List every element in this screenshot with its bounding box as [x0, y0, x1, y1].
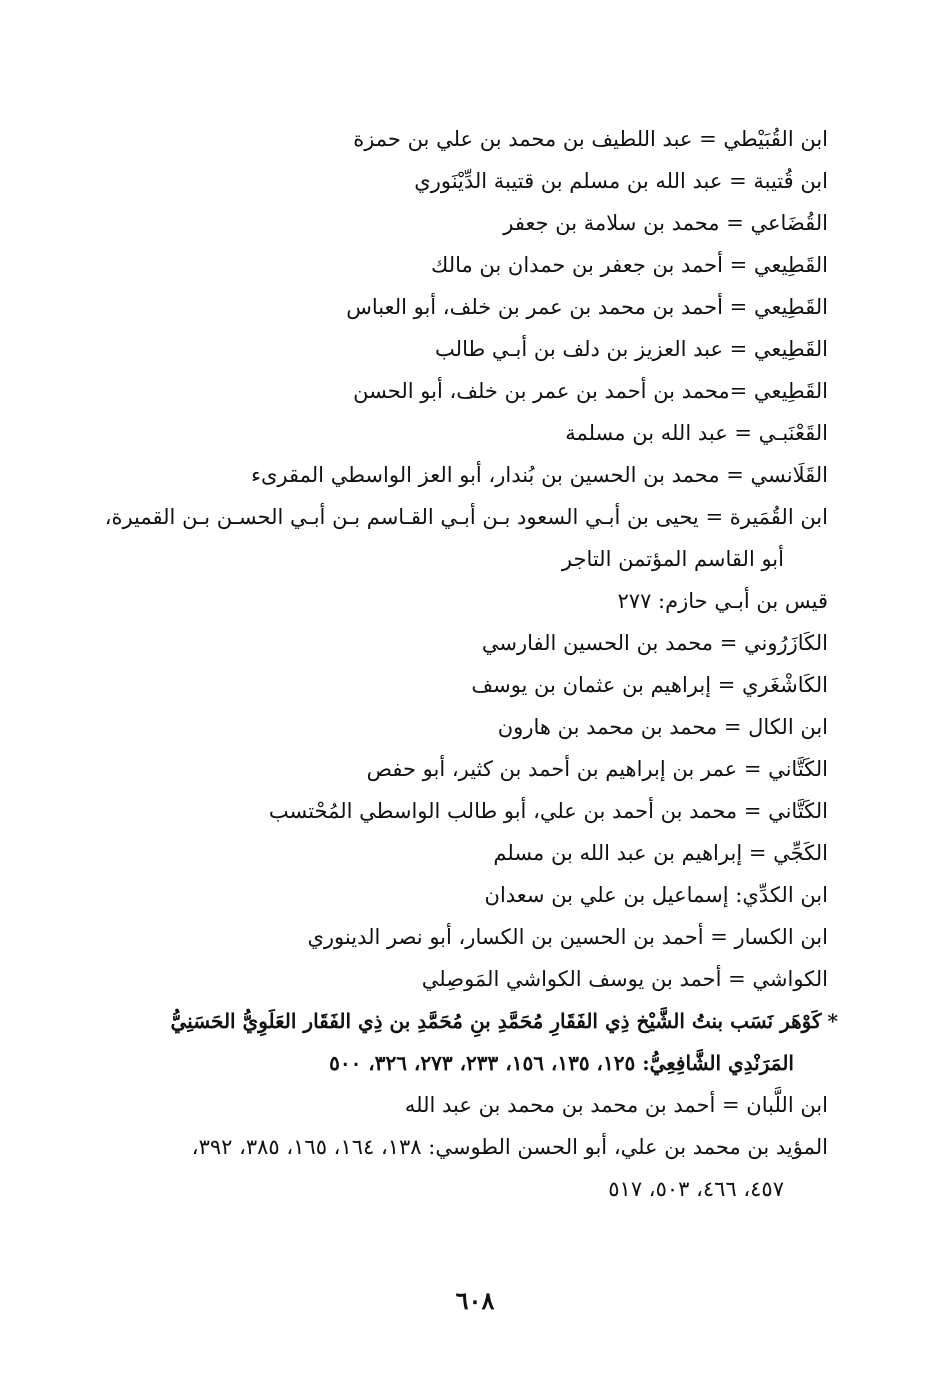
- index-entry: الكواشي = أحمد بن يوسف الكواشي المَوصِلي: [421, 967, 828, 991]
- index-entry: القَطِيعي = أحمد بن جعفر بن حمدان بن مالك: [431, 253, 828, 277]
- index-entry: الكَتَّاني = محمد بن أحمد بن علي، أبو طالب الواسطي المُحْتسب: [268, 799, 828, 823]
- index-entry: القَطِيعي =محمد بن أحمد بن عمر بن خلف، أبو الحسن: [353, 379, 828, 403]
- index-entry: القَلَانسي = محمد بن الحسين بن بُندار، أبو العز الواسطي المقرىء: [251, 463, 828, 487]
- entry-continuation: أبو القاسم المؤتمن التاجر: [561, 547, 784, 571]
- index-entry: القَطِيعي = عبد العزيز بن دلف بن أبـي طالب: [435, 337, 828, 361]
- entry-continuation: ٤٥٧، ٤٦٦، ٥٠٣، ٥١٧: [608, 1177, 784, 1201]
- index-entry: القَطِيعي = أحمد بن محمد بن عمر بن خلف، أبو العباس: [346, 295, 828, 319]
- index-entry: ابن الكال = محمد بن محمد بن هارون: [497, 715, 828, 739]
- index-entry: الكَجِّي = إبراهيم بن عبد الله بن مسلم: [493, 841, 828, 865]
- index-entry: الكَاشْغَري = إبراهيم بن عثمان بن يوسف: [471, 673, 828, 697]
- index-entry: ابن قُتيبة = عبد الله بن مسلم بن قتيبة الدِّيْنَوري: [414, 169, 828, 193]
- index-entry: القُضَاعي = محمد بن سلامة بن جعفر: [503, 211, 828, 235]
- entry-text: ابن القُمَيرة = يحيى بن أبـي السعود بـن أبـي القـاسم بـن أبـي الحسـن بـن القميرة،: [104, 505, 828, 529]
- index-entry: [100, 1126, 828, 1210]
- featured-entry: [100, 1000, 838, 1084]
- index-entry: القَعْنَبـي = عبد الله بن مسلمة: [565, 421, 828, 445]
- index-entry: ابن الكسار = أحمد بن الحسين بن الكسار، أبو نصر الدينوري: [307, 925, 828, 949]
- index-page: [100, 118, 838, 1278]
- entry-text: المؤيد بن محمد بن علي، أبو الحسن الطوسي: ١٣٨، ١٦٤، ١٦٥، ٣٨٥، ٣٩٢،: [191, 1135, 828, 1159]
- entry-continuation: المَرَنْدِي الشَّافِعِيُّ: ١٢٥، ١٣٥، ١٥٦، ٢٣٣، ٢٧٣، ٣٢٦، ٥٠٠: [329, 1051, 794, 1075]
- index-entry: [100, 496, 828, 580]
- index-entry: ابن القُبَيْطي = عبد اللطيف بن محمد بن علي بن حمزة: [353, 127, 828, 151]
- entry-text: كَوْهَر نَسَب بنتُ الشَّيْخ ذِي الفَقَارِ مُحَمَّدِ بنِ مُحَمَّدِ بن ذِي الفَقَار العَلَوِيُّ الحَسَنِيُّ: [170, 1009, 822, 1033]
- index-entry: قيس بن أبـي حازم: ٢٧٧: [617, 589, 828, 613]
- index-entry: ابن الكدِّي: إسماعيل بن علي بن سعدان: [484, 883, 828, 907]
- index-entry: الكَتَّاني = عمر بن إبراهيم بن أحمد بن كثير، أبو حفص: [366, 757, 828, 781]
- index-entry: ابن اللَّبان = أحمد بن محمد بن محمد بن عبد الله: [404, 1093, 828, 1117]
- page-number: ٦٠٨: [455, 1286, 495, 1315]
- index-entry: الكَازَرُوني = محمد بن الحسين الفارسي: [481, 631, 828, 655]
- asterisk-mark: *: [827, 1009, 838, 1033]
